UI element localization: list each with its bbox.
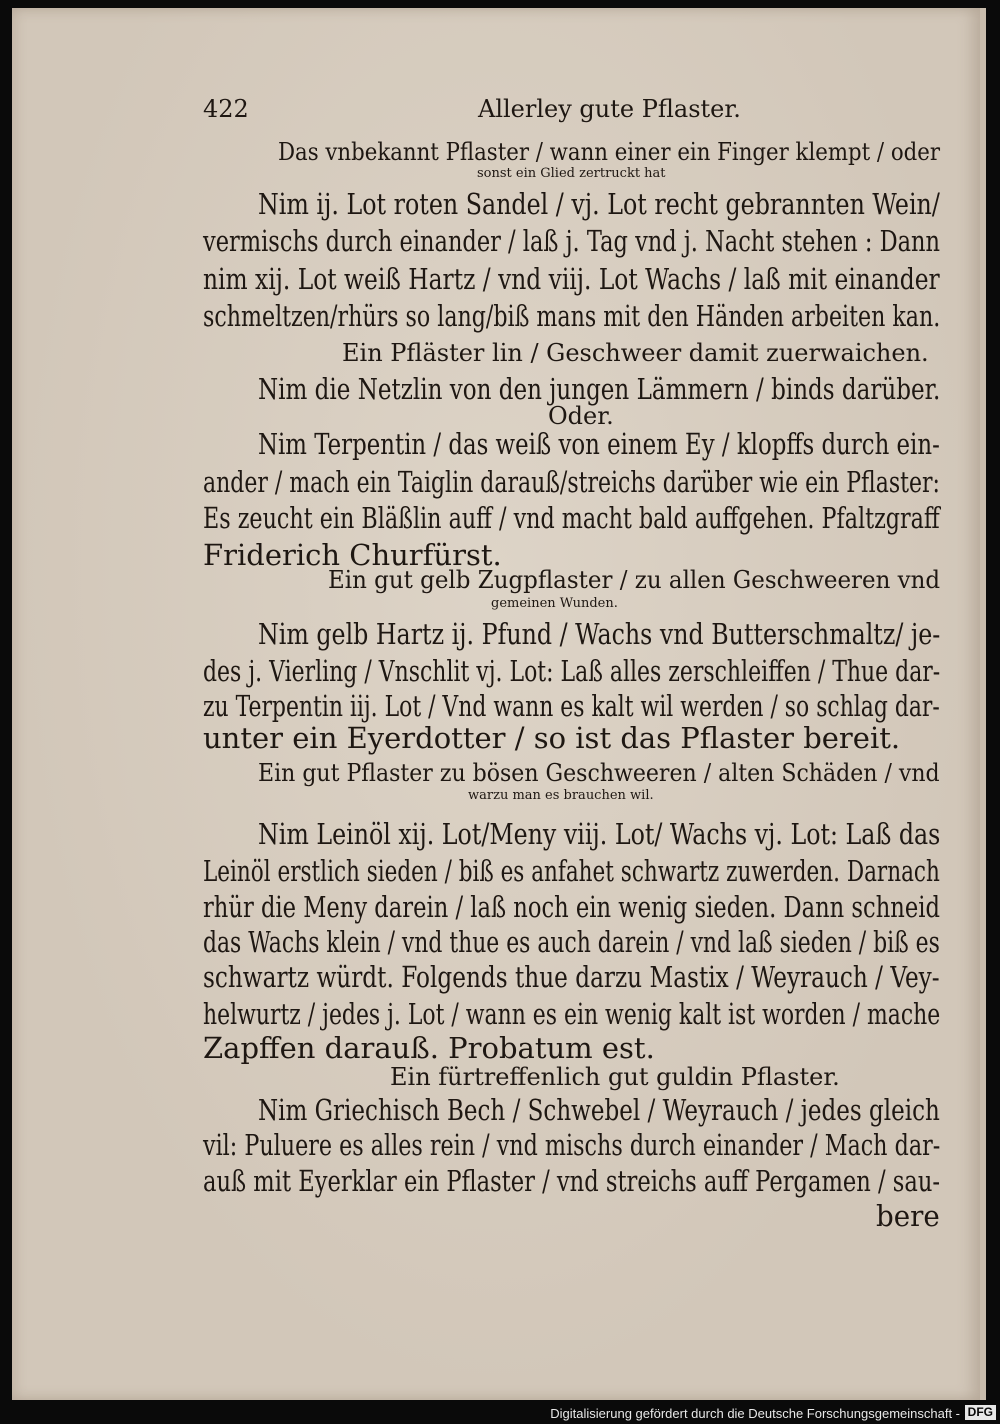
text-line: Nim die Netzlin von den jungen Lämmern / binds darüber.	[258, 372, 941, 406]
text-line: Leinöl erstlich sieden / biß es anfahet schwartz zuwerden. Darnach	[203, 854, 940, 888]
text-line: das Wachs klein / vnd thue es auch darein / vnd laß sieden / biß es	[203, 925, 940, 959]
text-line: Oder.	[548, 402, 614, 430]
text-line: Nim Leinöl xij. Lot/Meny viij. Lot/ Wachs vj. Lot: Laß das	[258, 817, 941, 851]
text-line: schwartz würdt. Folgends thue darzu Mastix / Weyrauch / Vey-	[203, 960, 940, 994]
text-line: Nim Griechisch Bech / Schwebel / Weyrauch / jedes gleich	[258, 1093, 940, 1127]
text-line: Das vnbekannt Pflaster / wann einer ein Finger klempt / oder	[278, 138, 941, 166]
text-line: Nim ij. Lot roten Sandel / vj. Lot recht gebrannten Wein/	[258, 187, 940, 221]
text-line: gemeinen Wunden.	[491, 596, 618, 611]
text-line: Ein Pfläster lin / Geschweer damit zuerwaichen.	[342, 339, 929, 367]
footer-credit: Digitalisierung gefördert durch die Deutsche Forschungsgemeinschaft -	[550, 1406, 960, 1421]
text-line: zu Terpentin iij. Lot / Vnd wann es kalt wil werden / so schlag dar-	[203, 689, 940, 723]
text-line: nim xij. Lot weiß Hartz / vnd viij. Lot Wachs / laß mit einander	[203, 262, 940, 296]
text-line: Ein fürtreffenlich gut guldin Pflaster.	[390, 1063, 840, 1091]
text-line: Ein gut gelb Zugpflaster / zu allen Geschweeren vnd	[328, 566, 941, 594]
running-title: Allerley gute Pflaster.	[478, 95, 741, 123]
text-line: Friderich Churfürst.	[203, 538, 502, 572]
catchword: bere	[876, 1199, 940, 1233]
text-line: ander / mach ein Taiglin darauß/streichs darüber wie ein Pflaster:	[203, 465, 940, 499]
page-number: 422	[203, 95, 249, 123]
dfg-logo: DFG	[965, 1405, 996, 1420]
text-line: auß mit Eyerklar ein Pflaster / vnd streichs auff Pergamen / sau-	[203, 1164, 941, 1198]
text-line: Nim gelb Hartz ij. Pfund / Wachs vnd Butterschmaltz/ je-	[258, 617, 941, 651]
text-line: schmeltzen/rhürs so lang/biß mans mit den Händen arbeiten kan.	[203, 299, 941, 333]
text-line: Ein gut Pflaster zu bösen Geschweeren / alten Schäden / vnd	[258, 759, 940, 787]
text-line: Nim Terpentin / das weiß von einem Ey / klopffs durch ein-	[258, 427, 940, 461]
text-line: helwurtz / jedes j. Lot / wann es ein wenig kalt ist worden / mache	[203, 997, 941, 1031]
text-line: Zapffen darauß. Probatum est.	[203, 1031, 655, 1065]
text-line: warzu man es brauchen wil.	[468, 788, 654, 803]
text-line: sonst ein Glied zertruckt hat	[477, 166, 666, 181]
text-line: unter ein Eyerdotter / so ist das Pflaster bereit.	[203, 721, 901, 755]
text-line: Es zeucht ein Bläßlin auff / vnd macht bald auffgehen. Pfaltzgraff	[203, 501, 940, 535]
text-line: rhür die Meny darein / laß noch ein wenig sieden. Dann schneid	[203, 890, 940, 924]
text-line: vil: Puluere es alles rein / vnd mischs durch einander / Mach dar-	[203, 1128, 941, 1162]
text-line: des j. Vierling / Vnschlit vj. Lot: Laß alles zerschleiffen / Thue dar-	[203, 654, 941, 688]
text-line: vermischs durch einander / laß j. Tag vnd j. Nacht stehen : Dann	[203, 224, 940, 258]
